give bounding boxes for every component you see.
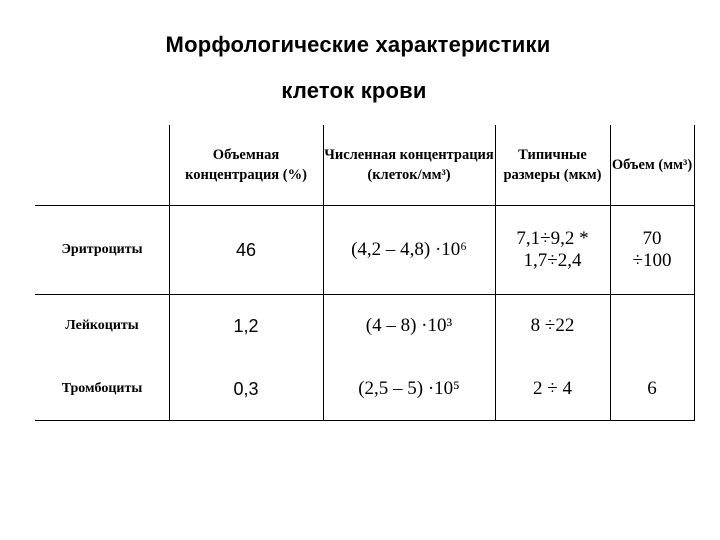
thrombocytes-volume: 6 — [647, 378, 657, 399]
leukocytes-volume-concentration: 1,2 — [233, 316, 259, 336]
table-bottom-border — [35, 420, 695, 421]
thrombocytes-size: 2 ÷ 4 — [533, 378, 572, 399]
slide-title-line-2: клеток крови — [281, 78, 427, 103]
blood-cells-table — [35, 125, 695, 421]
leukocytes-volume — [610, 294, 694, 358]
header-volume-concentration: Объемная концентрация (%) — [185, 147, 307, 183]
erythrocytes-number-concentration: (4,2 – 4,8) ·10⁶ — [351, 238, 467, 260]
slide-title-line-1: Морфологические характеристики — [165, 32, 551, 57]
row-label-leukocytes: Лейкоциты — [65, 318, 139, 333]
erythrocytes-volume: 70 ÷100 — [632, 227, 672, 271]
row-label-thrombocytes: Тромбоциты — [61, 381, 143, 396]
header-number-concentration: Численная концентрация (клеток/мм³) — [324, 147, 494, 183]
leukocytes-number-concentration: (4 – 8) ·10³ — [365, 315, 453, 336]
table-right-border — [694, 125, 695, 421]
row-label-erythrocytes: Эритроциты — [61, 241, 143, 257]
leukocytes-size: 8 ÷22 — [530, 315, 575, 336]
header-typical-size: Типичные размеры (мкм) — [503, 147, 602, 183]
erythrocytes-volume-concentration: 46 — [235, 239, 257, 260]
header-volume: Объем (мм³) — [611, 157, 693, 173]
thrombocytes-volume-concentration: 0,3 — [233, 379, 259, 399]
erythrocytes-size: 7,1÷9,2 * 1,7÷2,4 — [516, 227, 589, 271]
thrombocytes-number-concentration: (2,5 – 5) ·10⁵ — [358, 378, 460, 399]
